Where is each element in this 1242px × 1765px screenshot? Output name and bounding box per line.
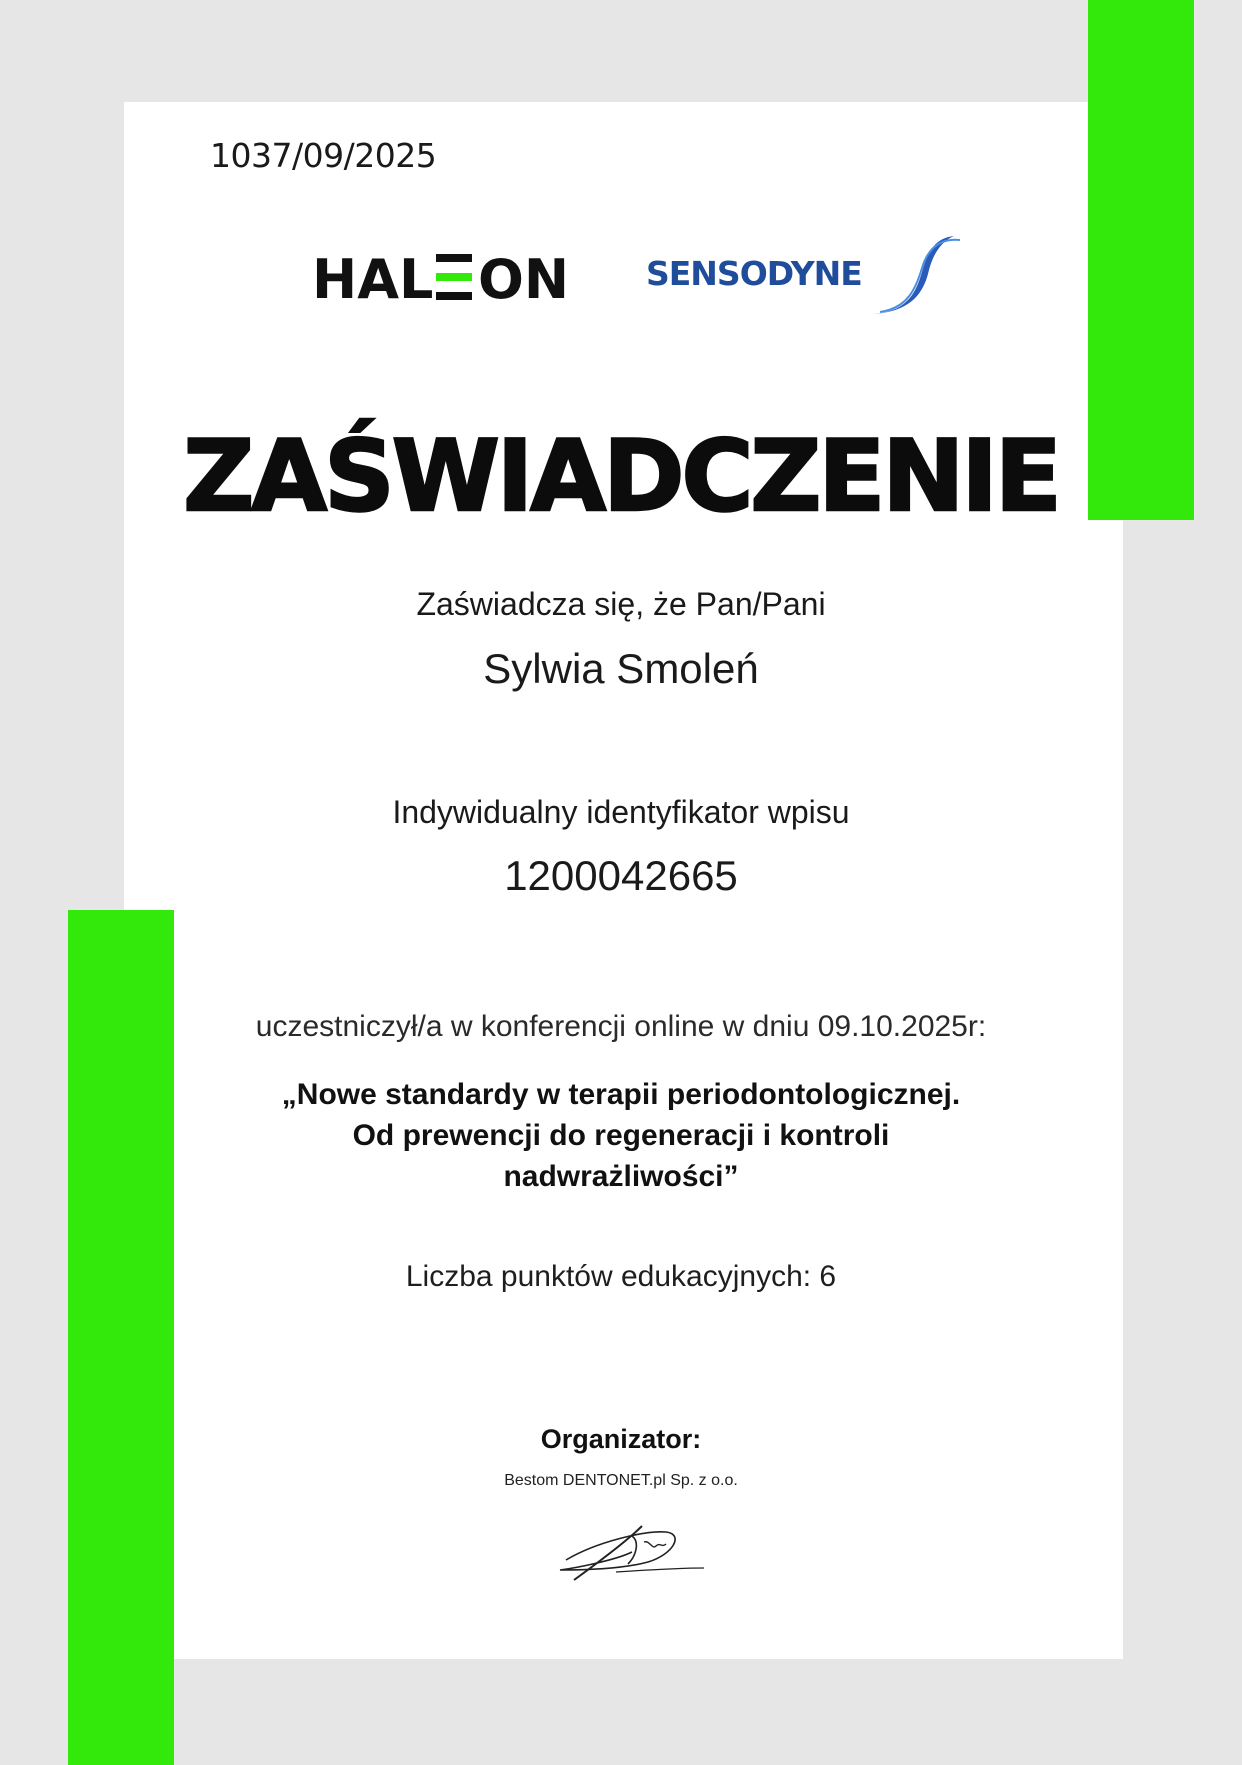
certification-intro: Zaświadcza się, że Pan/Pani bbox=[416, 586, 826, 622]
conference-topic bbox=[0, 1074, 1242, 1197]
organizer-label: Organizator: bbox=[540, 1424, 702, 1454]
svg-text:ON: ON bbox=[478, 248, 570, 306]
haleon-logo-accent-stripe bbox=[436, 273, 472, 281]
certificate-number: 1037/09/2025 bbox=[210, 136, 437, 175]
signature bbox=[556, 1512, 706, 1592]
participation-statement: uczestniczył/a w konferencji online w dniu 09.10.2025r: bbox=[255, 1010, 987, 1043]
topic-line: nadwrażliwości” bbox=[503, 1160, 739, 1193]
sensodyne-logo bbox=[640, 232, 960, 318]
topic-line: Od prewencji do regeneracji i kontroli bbox=[352, 1119, 890, 1152]
certificate-title: ZAŚWIADCZENIE bbox=[183, 420, 1059, 534]
svg-text:SENSODYNE: SENSODYNE bbox=[646, 254, 862, 293]
haleon-logo bbox=[312, 248, 582, 306]
entry-id-value: 1200042665 bbox=[504, 852, 738, 899]
recipient-name: Sylwia Smoleń bbox=[483, 645, 759, 692]
entry-id-label: Indywidualny identyfikator wpisu bbox=[392, 794, 850, 830]
svg-text:HAL: HAL bbox=[312, 248, 434, 306]
topic-line: „Nowe standardy w terapii periodontologicznej. bbox=[281, 1078, 961, 1111]
organizer-name: Bestom DENTONET.pl Sp. z o.o. bbox=[504, 1472, 738, 1489]
education-points: Liczba punktów edukacyjnych: 6 bbox=[405, 1260, 837, 1293]
